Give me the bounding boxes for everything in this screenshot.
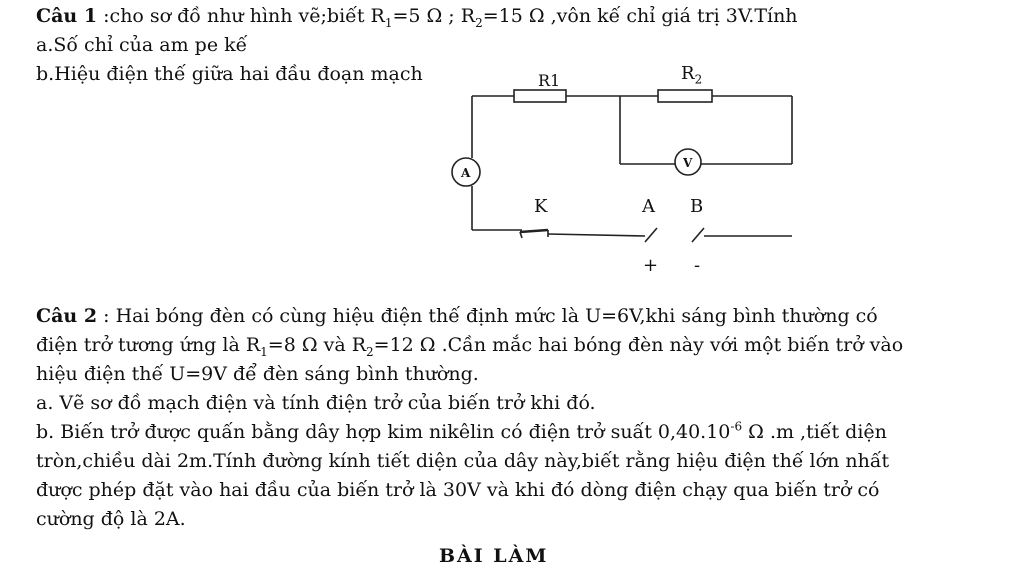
- q1-part-a-text: a.Số chỉ của am pe kế: [36, 34, 248, 56]
- resistor-r1: [514, 90, 566, 102]
- q2-sub-2: 2: [366, 344, 374, 359]
- q2-text-2b: =8 Ω và R: [267, 334, 367, 356]
- q2-line-1: [36, 304, 878, 328]
- terminal-plus-label: +: [643, 255, 659, 276]
- q2-sup: -6: [730, 419, 743, 434]
- terminal-b-mark: [692, 228, 704, 242]
- q2-part-a-text: a. Vẽ sơ đồ mạch điện và tính điện trở của biến trở khi đó.: [36, 392, 596, 414]
- q2-part-b-4: [36, 507, 186, 531]
- q2-label: Câu 2: [36, 305, 98, 327]
- q2-part-b-text-4: cường độ là 2A.: [36, 508, 186, 530]
- q1-part-b-text: b.Hiệu điện thế giữa hai đầu đoạn mạch: [36, 63, 423, 85]
- terminal-a-mark: [645, 228, 657, 242]
- voltmeter-label: V: [683, 156, 693, 170]
- label-r2: [681, 63, 703, 87]
- q2-part-b-text-2: tròn,chiều dài 2m.Tính đường kính tiết diện của dây này,biết rằng hiệu điện thế lớn nhất: [36, 450, 890, 472]
- q2-text-1: Hai bóng đèn có cùng hiệu điện thế định mức là U=6V,khi sáng bình thường có: [115, 305, 878, 327]
- q2-line-2: [36, 333, 903, 357]
- q2-part-b-3: [36, 478, 880, 502]
- q1-sep: :: [97, 5, 110, 27]
- q2-sep: :: [97, 305, 116, 327]
- q2-part-b-1: [36, 420, 887, 444]
- q2-text-2a: điện trở tương ứng là R: [36, 334, 261, 356]
- switch-label: K: [534, 196, 548, 217]
- q2-text-2c: =12 Ω .Cần mắc hai bóng đèn này với một biến trở vào: [373, 334, 904, 356]
- q2-part-b-text-1b: Ω .m ,tiết diện: [742, 421, 887, 443]
- terminal-minus-label: -: [694, 255, 701, 276]
- footer-heading: BÀI LÀM: [439, 545, 549, 567]
- q2-line-3: [36, 362, 479, 386]
- q2-text-3: hiệu điện thế U=9V để đèn sáng bình thường.: [36, 363, 479, 385]
- q2-part-a: [36, 391, 596, 415]
- q1-label: Câu 1: [36, 5, 98, 27]
- q2-part-b-text-1a: b. Biến trở được quấn bằng dây hợp kim nikêlin có điện trở suất 0,40.10: [36, 421, 731, 443]
- q2-part-b-text-3: được phép đặt vào hai đầu của biến trở là 30V và khi đó dòng điện chạy qua biến trở có: [36, 479, 880, 501]
- label-r2-sub: 2: [694, 72, 703, 87]
- switch-blade: [520, 230, 548, 232]
- terminal-b-label: B: [690, 196, 704, 217]
- label-r1: R1: [538, 71, 561, 90]
- q2-sub-1: 1: [260, 344, 268, 359]
- terminal-a-label: A: [642, 196, 655, 217]
- ammeter-label: A: [461, 166, 471, 180]
- label-r2-main: R: [681, 63, 695, 84]
- q1-sub-1: 1: [384, 15, 393, 30]
- q1-text-3: =15 Ω ,vôn kế chỉ giá trị 3V.Tính: [482, 5, 798, 27]
- wire-bottom-mid: [548, 234, 645, 236]
- q1-text-2: =5 Ω ; R: [392, 5, 476, 27]
- q2-part-b-2: [36, 449, 889, 473]
- q1-text-1: cho sơ đồ như hình vẽ;biết R: [109, 5, 385, 27]
- q1-sub-2: 2: [475, 15, 483, 30]
- resistor-r2: [658, 90, 712, 102]
